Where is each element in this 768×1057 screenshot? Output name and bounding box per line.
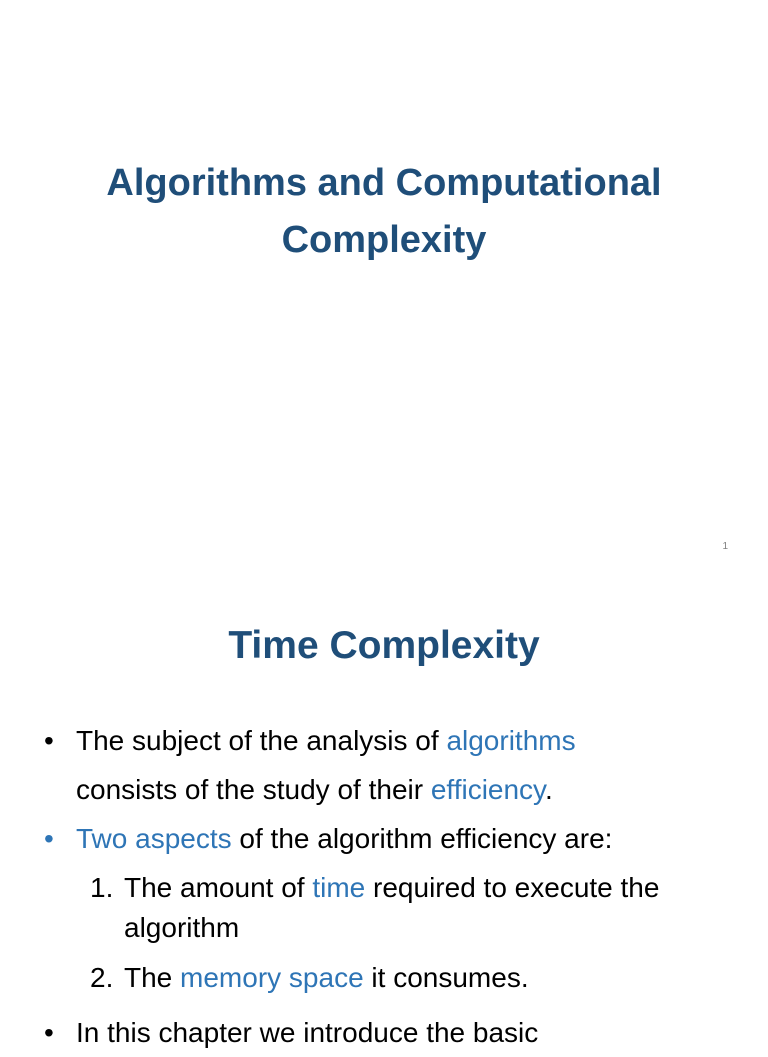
numbered-item-time: [0, 868, 768, 948]
item-number: 1.: [90, 872, 114, 903]
bullet-dot: •: [44, 725, 54, 756]
highlight-term: Two aspects: [76, 823, 232, 854]
bullet-dot: •: [44, 1017, 54, 1048]
bullet-text: The subject of the analysis of: [76, 725, 447, 756]
highlight-term: efficiency: [430, 774, 545, 805]
item-text: The: [124, 962, 181, 993]
highlight-term: algorithms: [446, 725, 576, 756]
bullet-text: of the algorithm efficiency are:: [231, 823, 613, 854]
title-line-1: Algorithms and Computational: [106, 162, 662, 204]
slide-1-title: [0, 155, 768, 269]
highlight-term: memory space: [180, 962, 364, 993]
page-number: 1: [722, 541, 728, 552]
bullet-list: [0, 716, 768, 1057]
bullet-text: .: [544, 774, 553, 805]
item-text: required to execute the algorithm: [124, 872, 660, 943]
bullet-item-chapter: [0, 1008, 768, 1057]
item-text: The amount of: [124, 872, 313, 903]
bullet-item-aspects: [0, 814, 768, 863]
item-number: 2.: [90, 962, 114, 993]
bullet-text: consists of the study of their: [76, 774, 431, 805]
numbered-item-memory: [0, 958, 768, 998]
highlight-term: time: [312, 872, 366, 903]
title-line-2: Complexity: [281, 219, 487, 261]
bullet-text: In this chapter we introduce the basic: [76, 1017, 539, 1048]
bullet-dot: •: [44, 823, 54, 854]
item-text: it consumes.: [363, 962, 529, 993]
bullet-item-subject: [0, 716, 768, 814]
slide-2-title: Time Complexity: [228, 624, 540, 667]
